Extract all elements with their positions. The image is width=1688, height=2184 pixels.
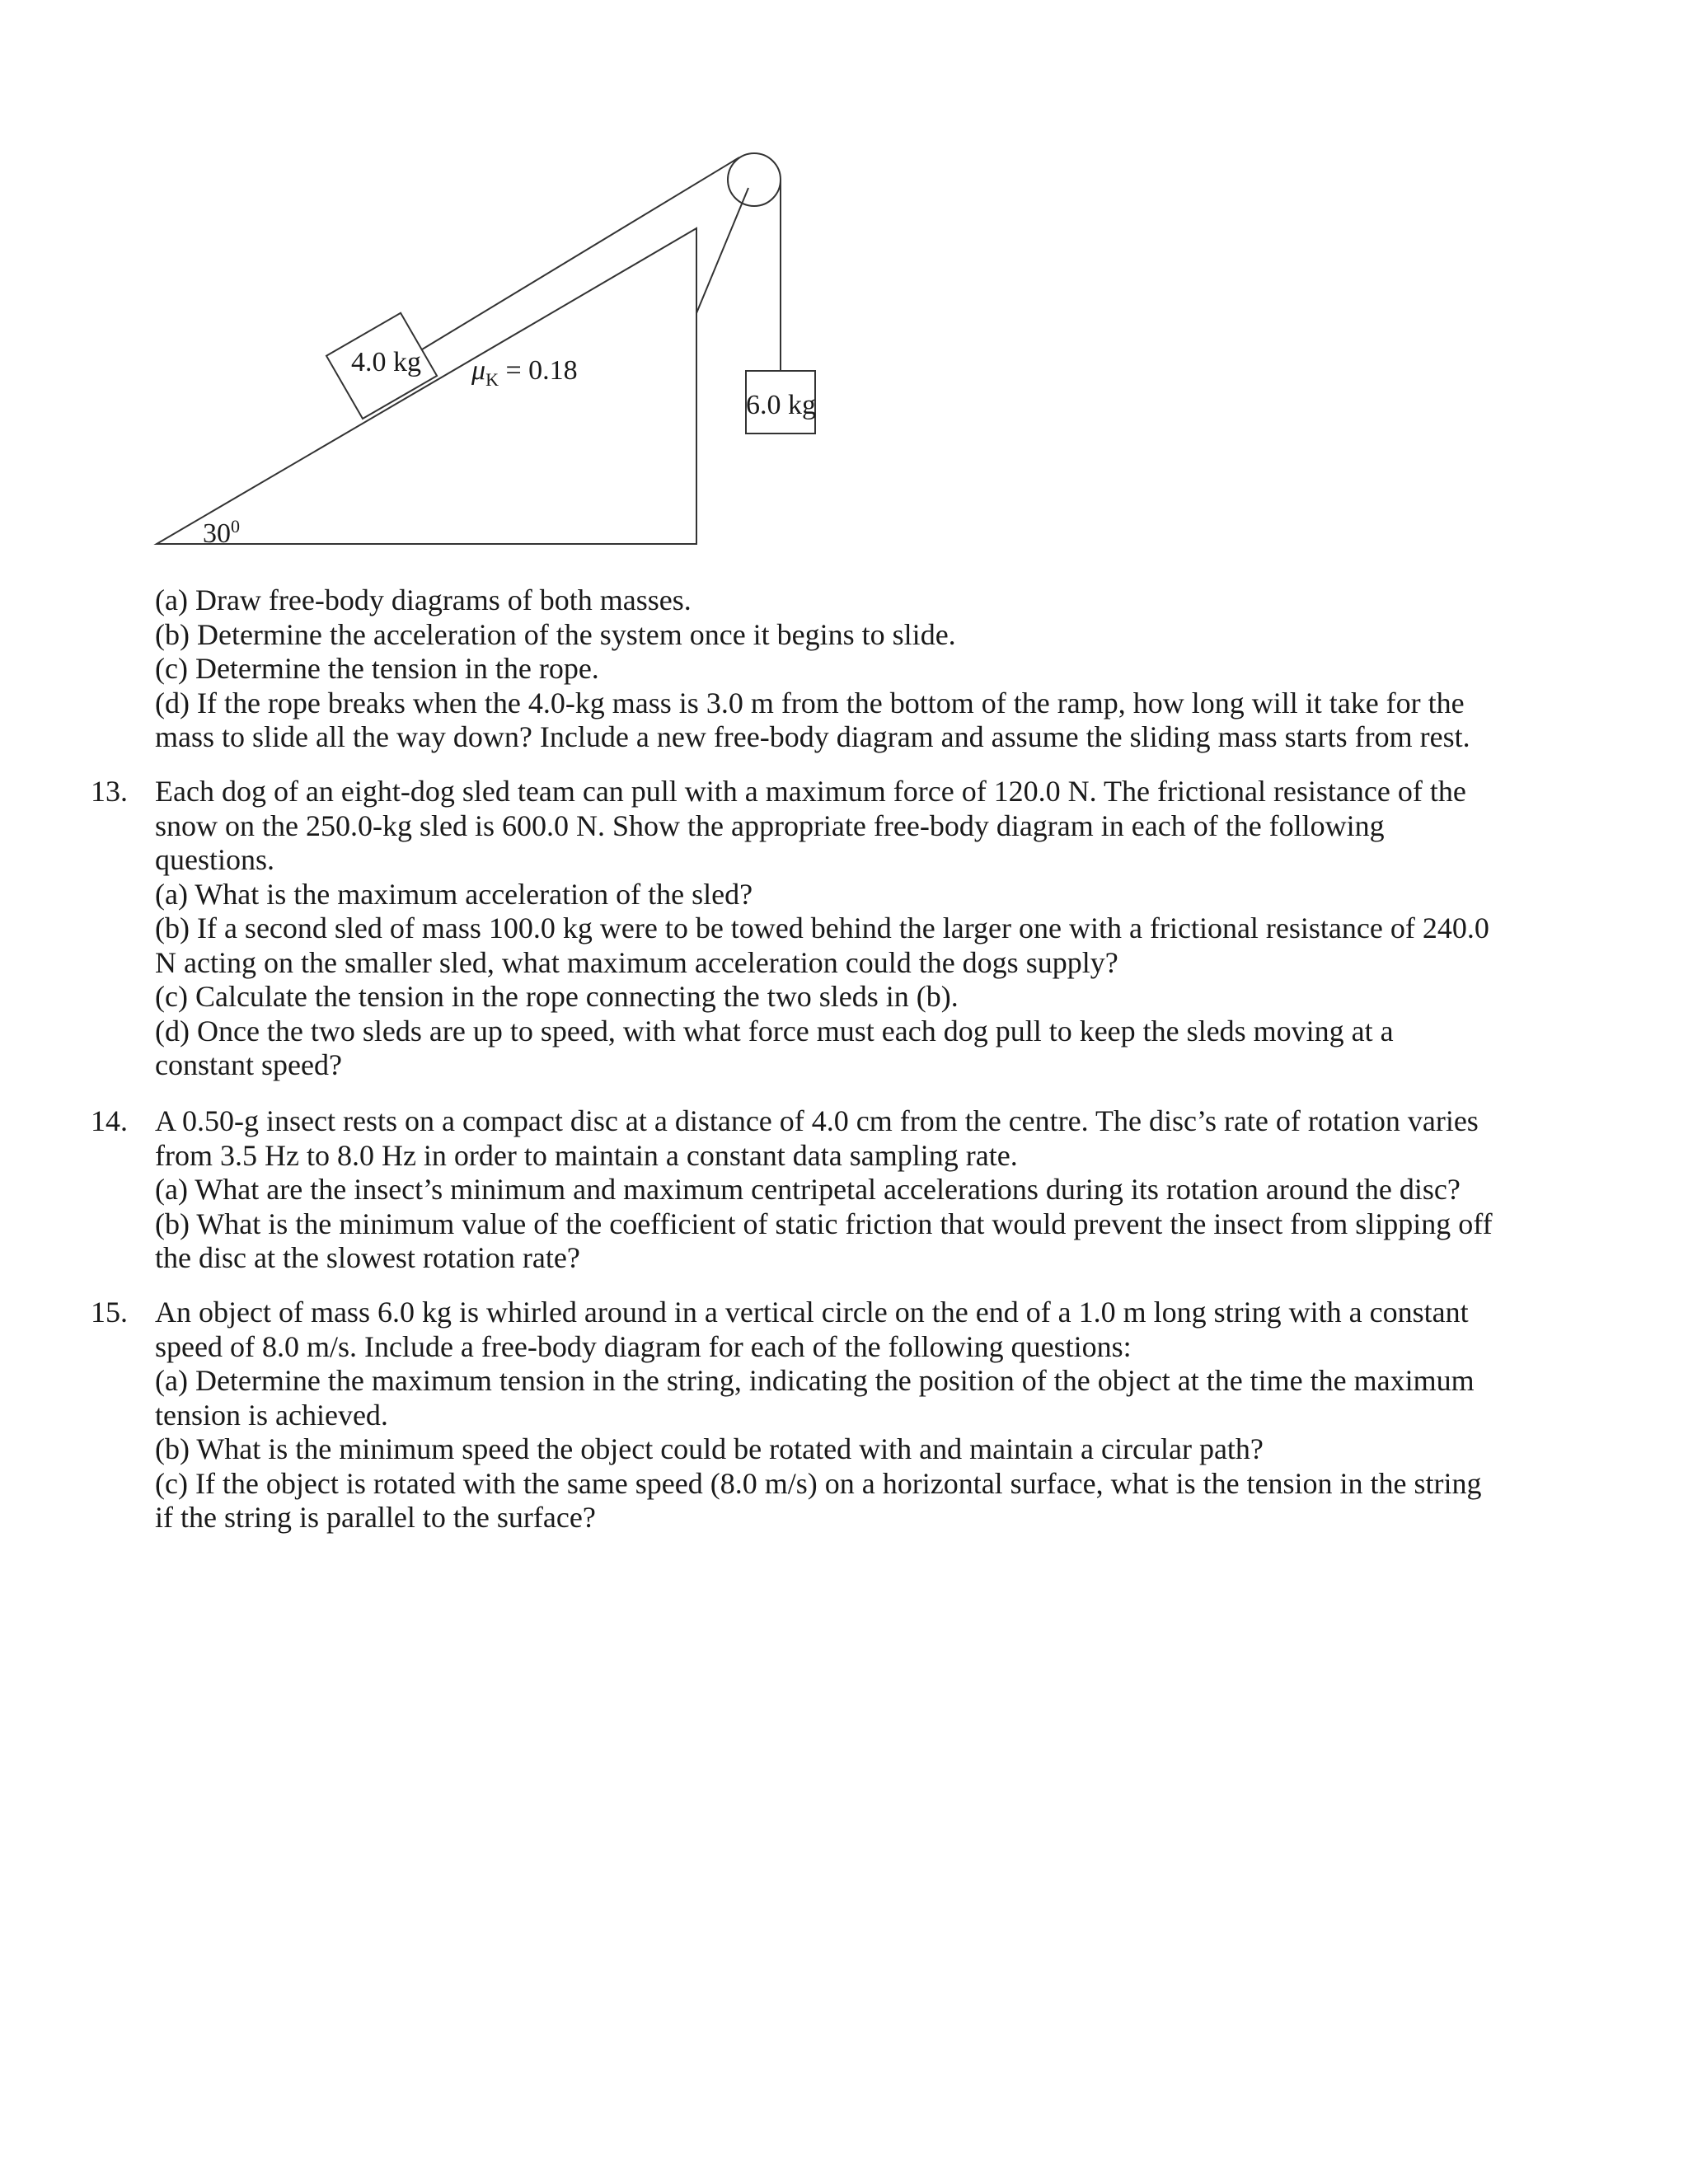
problem-12-part-d-cont: mass to slide all the way down? Include a new free-body diagram and assume the sliding mass starts from rest.	[155, 720, 1470, 753]
problem-body	[155, 1104, 1525, 1276]
problem-line: (a) What is the maximum acceleration of the sled?	[155, 877, 753, 911]
problem-13	[91, 775, 1525, 1083]
friction-coefficient-label: $\mu_K = 0.18$	[471, 355, 578, 390]
problem-line: if the string is parallel to the surface?	[155, 1501, 596, 1534]
problem-12-part-a: (a) Draw free-body diagrams of both masses.	[155, 583, 692, 616]
problem-line: Each dog of an eight-dog sled team can pull with a maximum force of 120.0 N. The frictional resistance of the	[155, 775, 1466, 808]
pulley	[728, 153, 781, 206]
problem-line: tension is achieved.	[155, 1398, 388, 1432]
problem-line: (b) What is the minimum speed the object could be rotated with and maintain a circular path?	[155, 1432, 1264, 1465]
problem-body	[155, 775, 1525, 1083]
problem-15	[91, 1296, 1525, 1535]
problem-line: (d) Once the two sleds are up to speed, with what force must each dog pull to keep the sleds moving at a	[155, 1014, 1394, 1047]
problem-line: N acting on the smaller sled, what maximum acceleration could the dogs supply?	[155, 945, 1118, 979]
problem-line: (a) What are the insect’s minimum and maximum centripetal accelerations during its rotation around the disc?	[155, 1173, 1461, 1206]
problem-number: 13.	[91, 775, 128, 808]
pulley-support	[696, 188, 748, 313]
problem-line: questions.	[155, 843, 275, 876]
ramp-triangle	[157, 228, 696, 544]
problem-line: the disc at the slowest rotation rate?	[155, 1241, 580, 1274]
problem-12-parts	[155, 583, 1523, 755]
hanging-block-label: 6.0 kg	[746, 390, 816, 420]
incline-pulley-diagram	[0, 0, 1688, 577]
problem-body	[155, 1296, 1525, 1535]
problem-line: (b) If a second sled of mass 100.0 kg were to be towed behind the larger one with a frictional resistance of 240.0	[155, 912, 1489, 944]
problem-line: An object of mass 6.0 kg is whirled around in a vertical circle on the end of a 1.0 m long string with a constant	[155, 1296, 1469, 1329]
problem-line: constant speed?	[155, 1048, 342, 1081]
problem-line: A 0.50-g insect rests on a compact disc at a distance of 4.0 cm from the centre. The disc’s rate of rotation varies	[155, 1104, 1479, 1137]
problem-12-part-b: (b) Determine the acceleration of the system once it begins to slide.	[155, 617, 956, 651]
problem-line: speed of 8.0 m/s. Include a free-body diagram for each of the following questions:	[155, 1329, 1132, 1363]
problem-14	[91, 1104, 1525, 1276]
problem-line: (b) What is the minimum value of the coefficient of static friction that would prevent the insect from slipping off	[155, 1207, 1493, 1240]
angle-label: $30^0$	[203, 516, 240, 549]
block-on-ramp-label: 4.0 kg	[351, 347, 421, 377]
problem-line: (c) If the object is rotated with the same speed (8.0 m/s) on a horizontal surface, what is the tension in the string	[155, 1466, 1482, 1500]
problem-line: (a) Determine the maximum tension in the string, indicating the position of the object at the time the maximum	[155, 1364, 1475, 1397]
problem-line: (c) Calculate the tension in the rope connecting the two sleds in (b).	[155, 980, 959, 1013]
problem-line: from 3.5 Hz to 8.0 Hz in order to maintain a constant data sampling rate.	[155, 1138, 1018, 1172]
problem-number: 14.	[91, 1104, 128, 1137]
problem-12-part-d: (d) If the rope breaks when the 4.0-kg mass is 3.0 m from the bottom of the ramp, how long will it take for the	[155, 686, 1465, 719]
problem-12-part-c: (c) Determine the tension in the rope.	[155, 652, 599, 685]
problem-line: snow on the 250.0-kg sled is 600.0 N. Show the appropriate free-body diagram in each of the following	[155, 808, 1385, 842]
rope-incline	[422, 157, 739, 349]
problem-number: 15.	[91, 1296, 128, 1329]
